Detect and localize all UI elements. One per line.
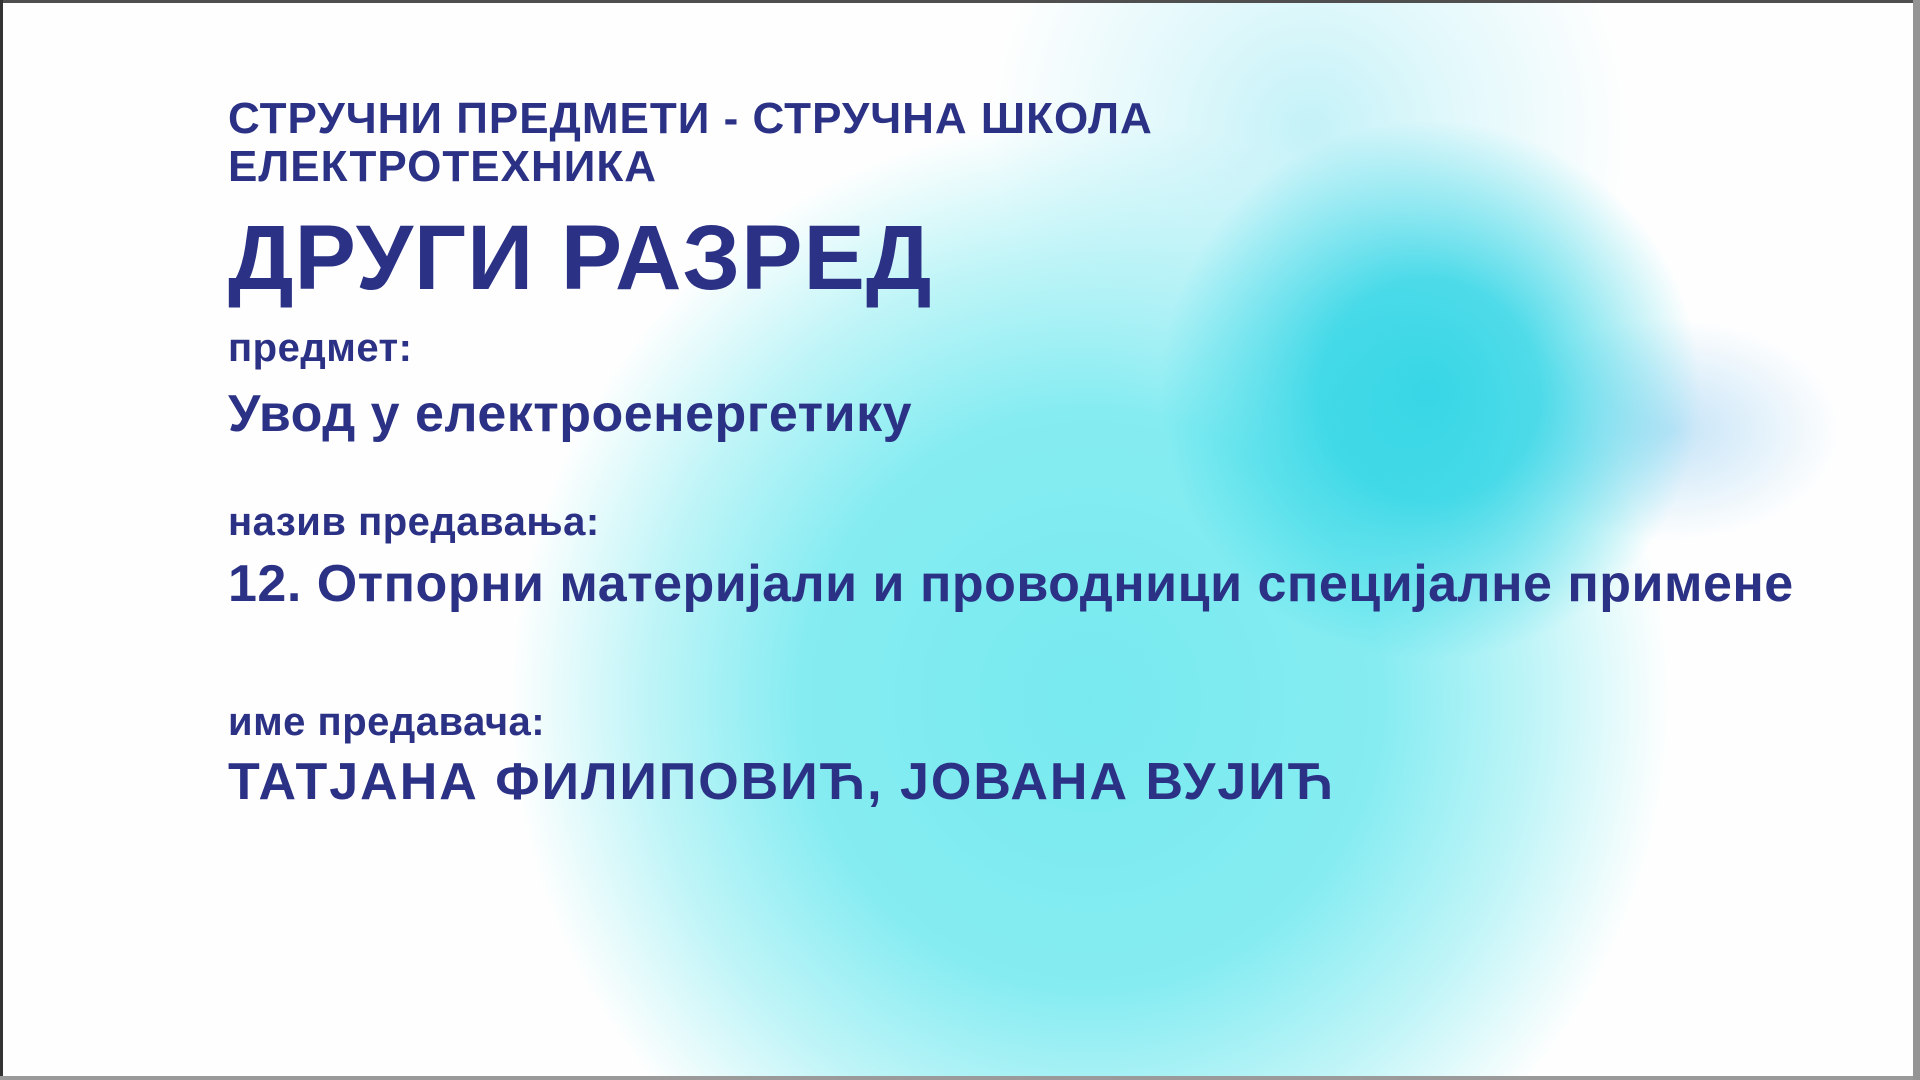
- frame-edge-top: [0, 0, 1920, 3]
- grade-title: ДРУГИ РАЗРЕД: [228, 207, 933, 309]
- subject-label: предмет:: [228, 326, 413, 370]
- frame-edge-right: [1913, 0, 1920, 1080]
- lecture-label: назив предавања:: [228, 500, 600, 544]
- frame-edge-left: [0, 0, 3, 1080]
- frame-edge-bottom: [0, 1076, 1920, 1080]
- course-supertitle-line2: ЕЛЕКТРОТЕХНИКА: [228, 142, 657, 191]
- lecturer-label: име предавача:: [228, 700, 546, 744]
- subject-value: Увод у електроенергетику: [228, 385, 913, 443]
- lecturer-names: ТАТЈАНА ФИЛИПОВИЋ, ЈОВАНА ВУЈИЋ: [228, 753, 1336, 811]
- course-supertitle-line1: СТРУЧНИ ПРЕДМЕТИ - СТРУЧНА ШКОЛА: [228, 94, 1153, 143]
- lecture-title: 12. Отпорни материјали и проводници специјалне примене: [228, 555, 1794, 613]
